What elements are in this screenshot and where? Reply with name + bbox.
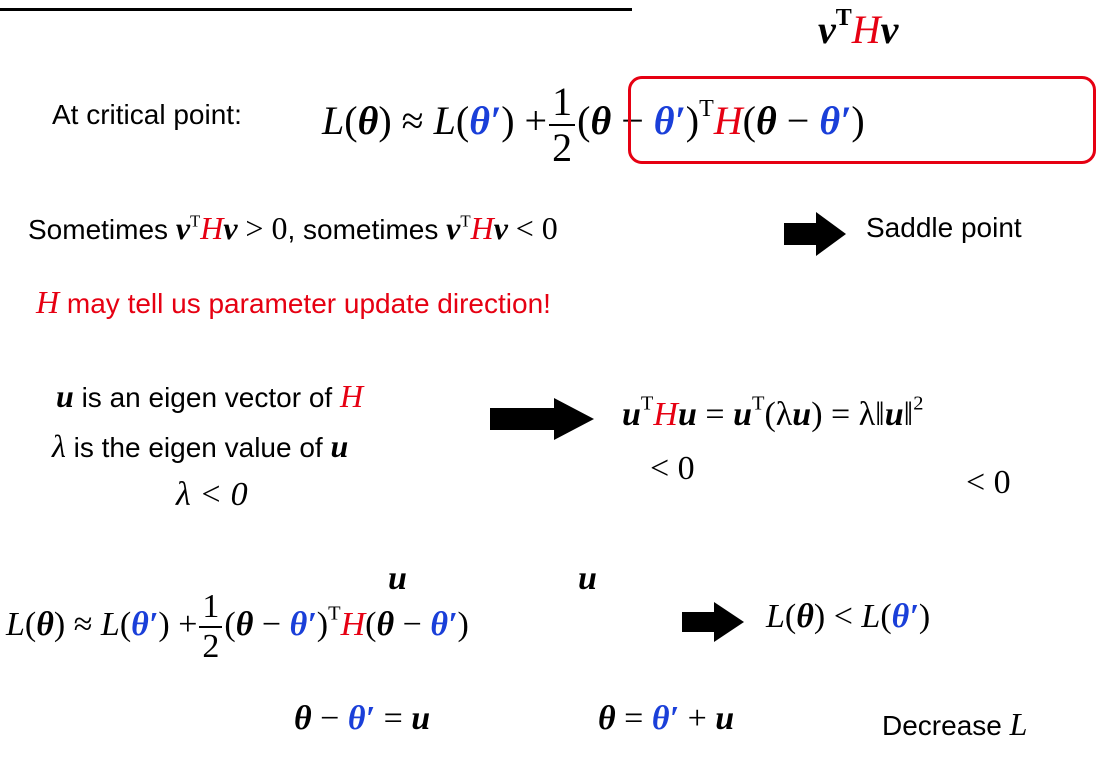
eigen-value-statement: λ is the eigen value of u: [52, 428, 349, 464]
right-arrow-icon: [784, 212, 846, 256]
title-underline: [0, 8, 632, 11]
implies-arrow-icon: [490, 398, 594, 440]
eigen-quadratic-identity: $u^THu = u^T(\lambda u)$ = λ‖u‖$^2$: [622, 392, 924, 433]
quadratic-negative-label: < 0: [650, 450, 695, 487]
decrease-taylor-equation: L(θ) ≈ L(θ′) + $\frac{1}{2}$ $(\theta - \theta')^TH(\theta - \theta')$: [6, 588, 469, 665]
one-half-fraction: $\frac{1}{2}$: [549, 82, 575, 168]
eigen-vector-statement: u is an eigen vector of H: [56, 378, 364, 414]
hessian-hint-text: H may tell us parameter update direction!: [36, 284, 551, 320]
sometimes-line: Sometimes $v^THv > 0$, sometimes $v^THv < 0$: [28, 210, 558, 246]
implies-arrow-icon: [682, 602, 744, 642]
hessian-quadratic-form-label: $v^THv$: [818, 5, 899, 52]
saddle-point-label: Saddle point: [866, 212, 1022, 243]
update-rule-equation: θ = θ′ + u: [598, 700, 735, 737]
critical-point-label: At critical point:: [52, 99, 242, 130]
lambda-negative: λ < 0: [176, 476, 248, 513]
update-difference-equation: θ − θ′ = u: [294, 700, 431, 737]
loss-decrease-result: L(θ) < L(θ′): [766, 598, 931, 635]
u-label-second: u: [578, 560, 597, 597]
taylor-expansion-equation: L(θ) ≈ L(θ′) + $\frac{1}{2}$ $(\theta - \theta')^TH(\theta - \theta')$: [322, 79, 865, 170]
norm-negative-label: < 0: [966, 464, 1011, 501]
decrease-loss-label: Decrease L: [882, 706, 1028, 742]
one-half-fraction: $\frac{1}{2}$: [199, 590, 222, 664]
quadratic-term-highlight-box: [628, 76, 1096, 164]
u-label-first: u: [388, 560, 407, 597]
